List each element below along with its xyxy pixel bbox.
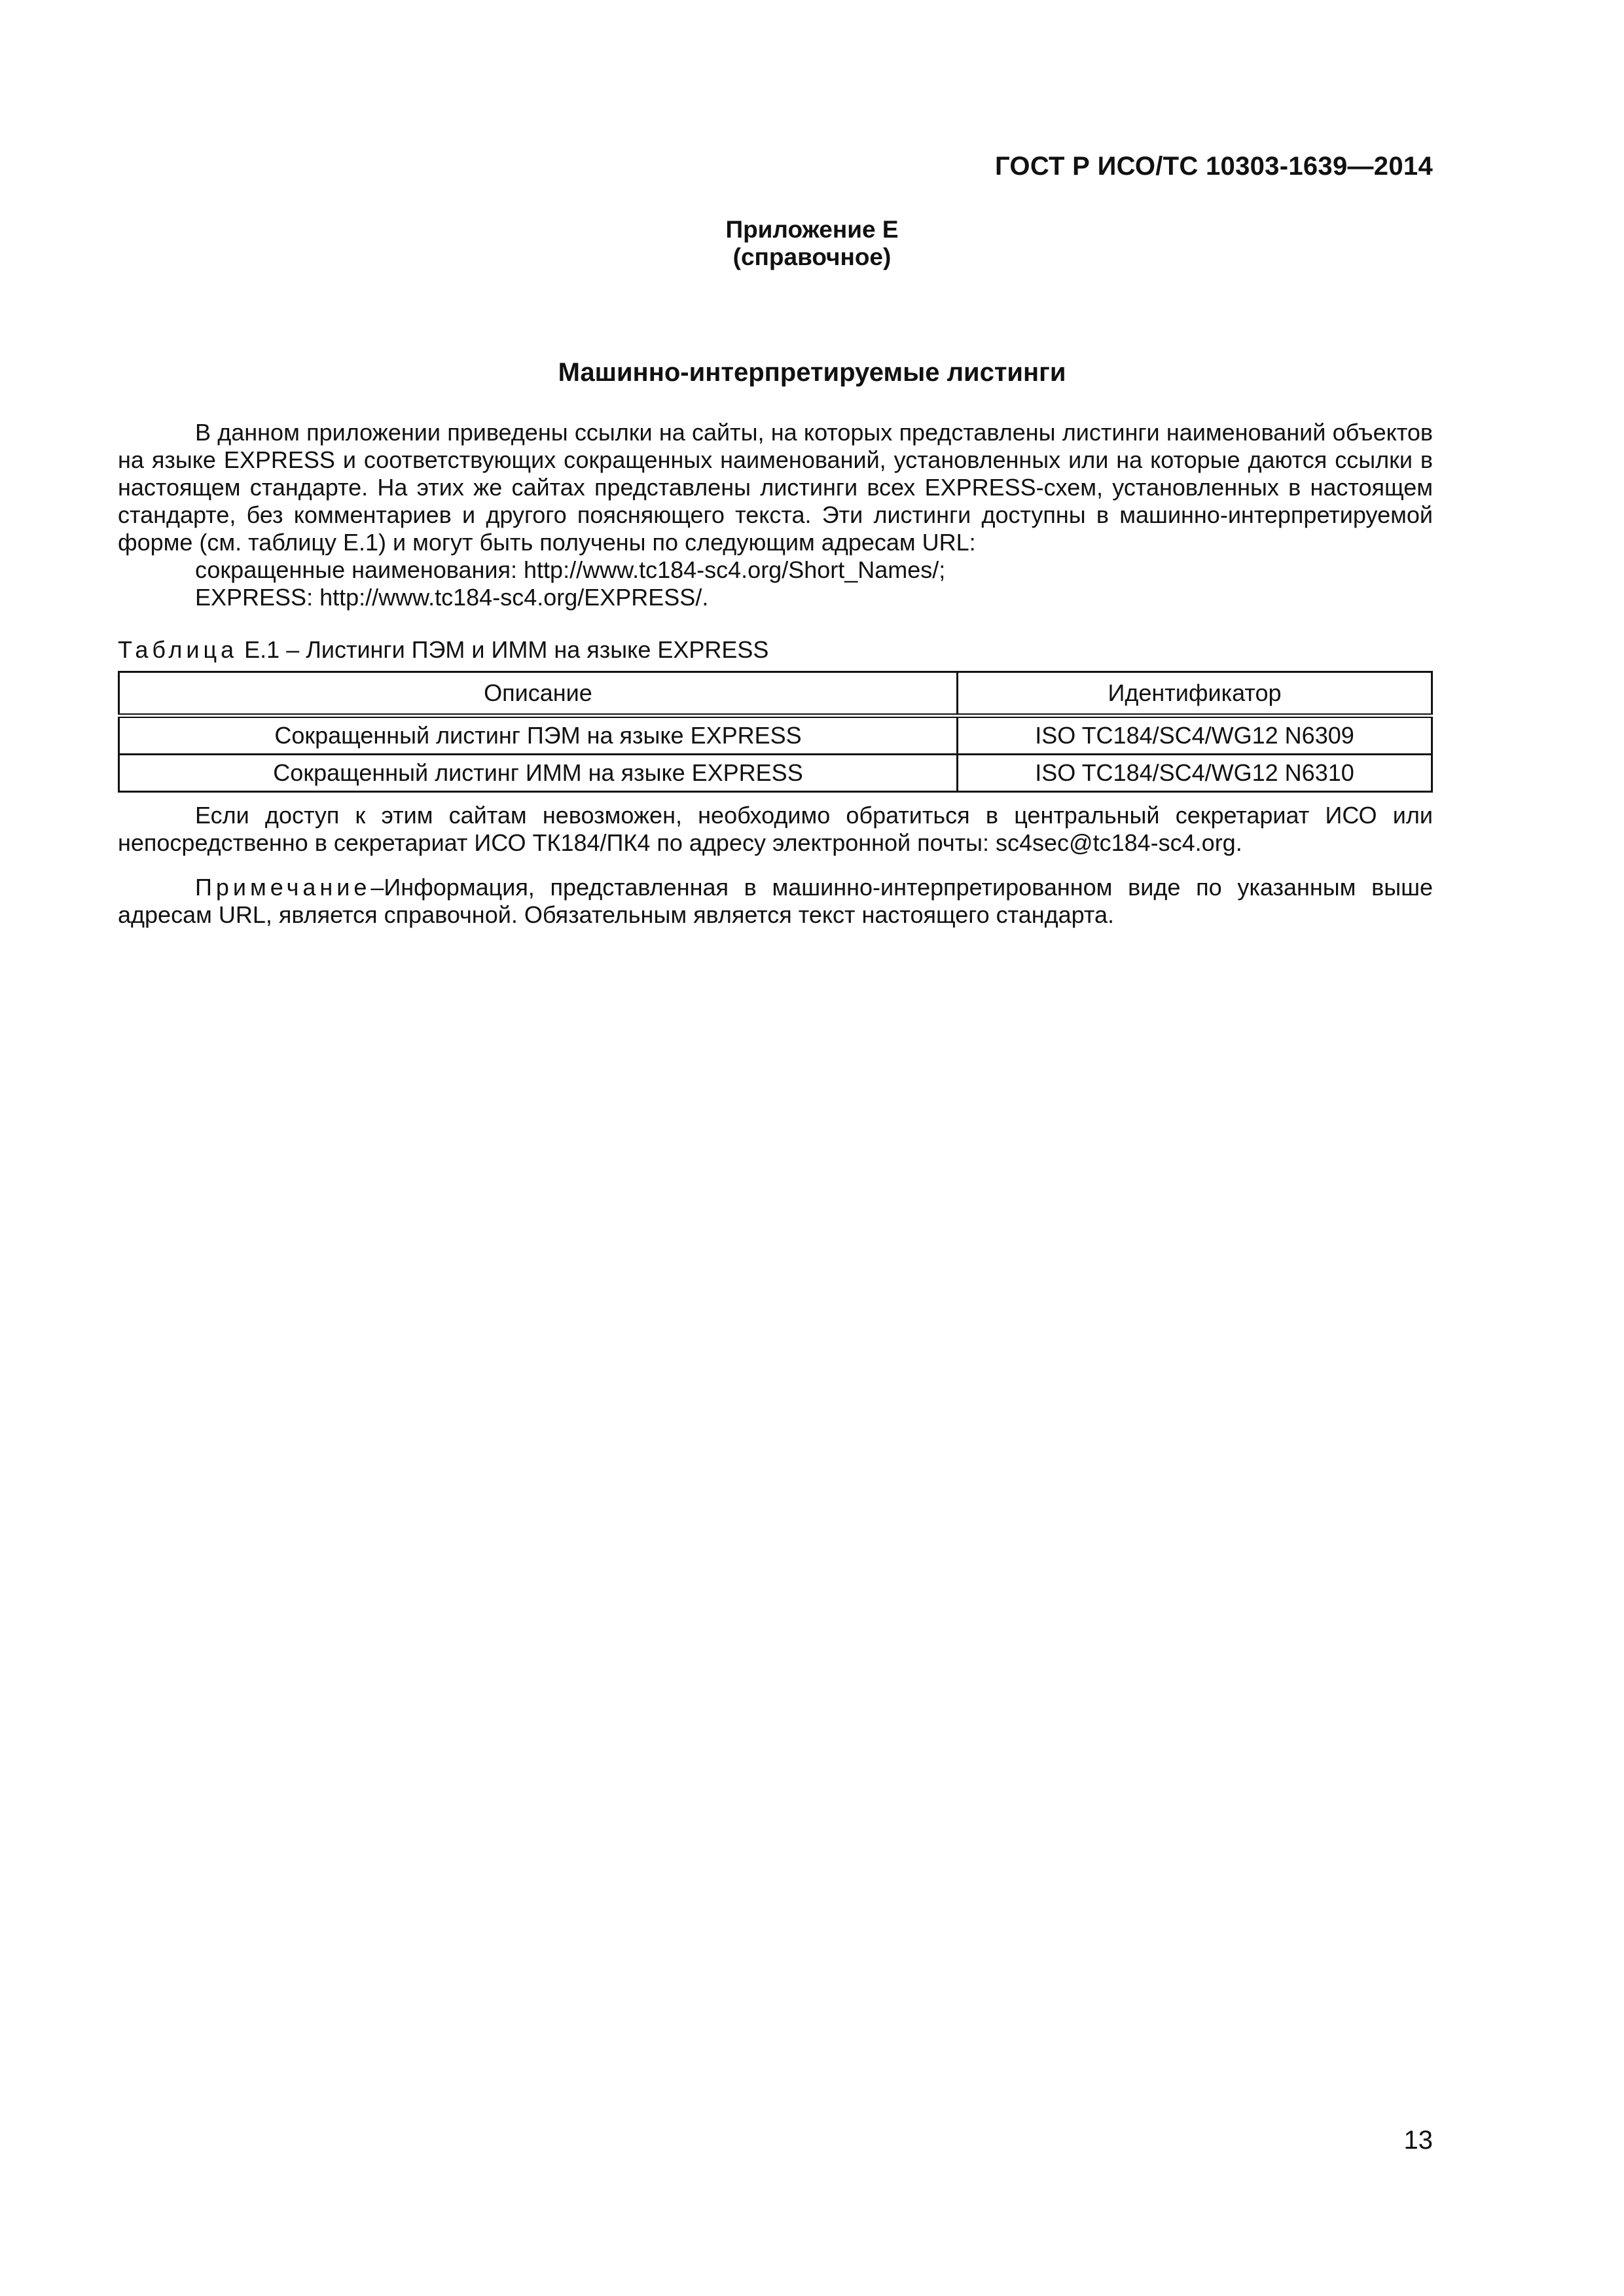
- table-caption: [118, 636, 1433, 664]
- page-number: 13: [1403, 2126, 1433, 2155]
- access-note: [118, 802, 1433, 857]
- column-header-description: Описание: [119, 672, 958, 716]
- intro-paragraph: В данном приложении приведены ссылки на сайты, на которых представлены листинги наименований объектов на языке EXPRESS и соответствующих сокращенных наименований, установленных или на которые даются ссылки в настоящем стандарте. На этих же сайтах представлены листинги всех EXPRESS-схем, установленных в настоящем стандарте, без комментариев и другого поясняющего текста. Эти листинги доступны в машинно-интерпретируемой форме (см. таблицу Е.1) и могут быть получены по следующим адресам URL:: [118, 419, 1433, 556]
- description-cell: Сокращенный листинг ИММ на языке EXPRESS: [119, 755, 958, 792]
- access-note-paragraph: Если доступ к этим сайтам невозможен, необходимо обратиться в центральный секретариат ИСО или непосредственно в секретариат ИСО ТК184/ПК4 по адресу электронной почты: sc4sec@tc184-sc4.org.: [118, 802, 1433, 856]
- listings-table: [118, 671, 1433, 793]
- appendix-subtitle: (справочное): [732, 243, 892, 270]
- note-paragraph: [118, 874, 1433, 929]
- note-label: Примечание: [195, 874, 371, 901]
- express-url-line: EXPRESS: http://www.tc184-sc4.org/EXPRESS/.: [195, 584, 709, 611]
- table-header-row: [119, 672, 1432, 716]
- intro-block: [118, 419, 1433, 611]
- table-caption-label: Таблица: [118, 636, 238, 663]
- note-text: –Информация, представленная в машинно-интерпретированном виде по указанным выше адресам URL, является справочной. Обязательным является текст настоящего стандарта.: [118, 874, 1433, 928]
- appendix-heading: [0, 216, 1624, 271]
- table-caption-text: Е.1 – Листинги ПЭМ и ИММ на языке EXPRESS: [238, 636, 769, 663]
- identifier-cell: ISO TC184/SC4/WG12 N6310: [958, 755, 1432, 792]
- note-block: [118, 874, 1433, 929]
- identifier-cell: ISO TC184/SC4/WG12 N6309: [958, 716, 1432, 755]
- column-header-identifier: Идентификатор: [958, 672, 1432, 716]
- short-names-url-line: сокращенные наименования: http://www.tc184-sc4.org/Short_Names/;: [195, 556, 946, 583]
- section-title: Машинно-интерпретируемые листинги: [558, 358, 1066, 387]
- appendix-title: Приложение Е: [725, 216, 899, 243]
- description-cell: Сокращенный листинг ПЭМ на языке EXPRESS: [119, 716, 958, 755]
- table-row: [119, 755, 1432, 792]
- table-row: [119, 716, 1432, 755]
- document-header: ГОСТ Р ИСО/ТС 10303-1639—2014: [994, 152, 1433, 181]
